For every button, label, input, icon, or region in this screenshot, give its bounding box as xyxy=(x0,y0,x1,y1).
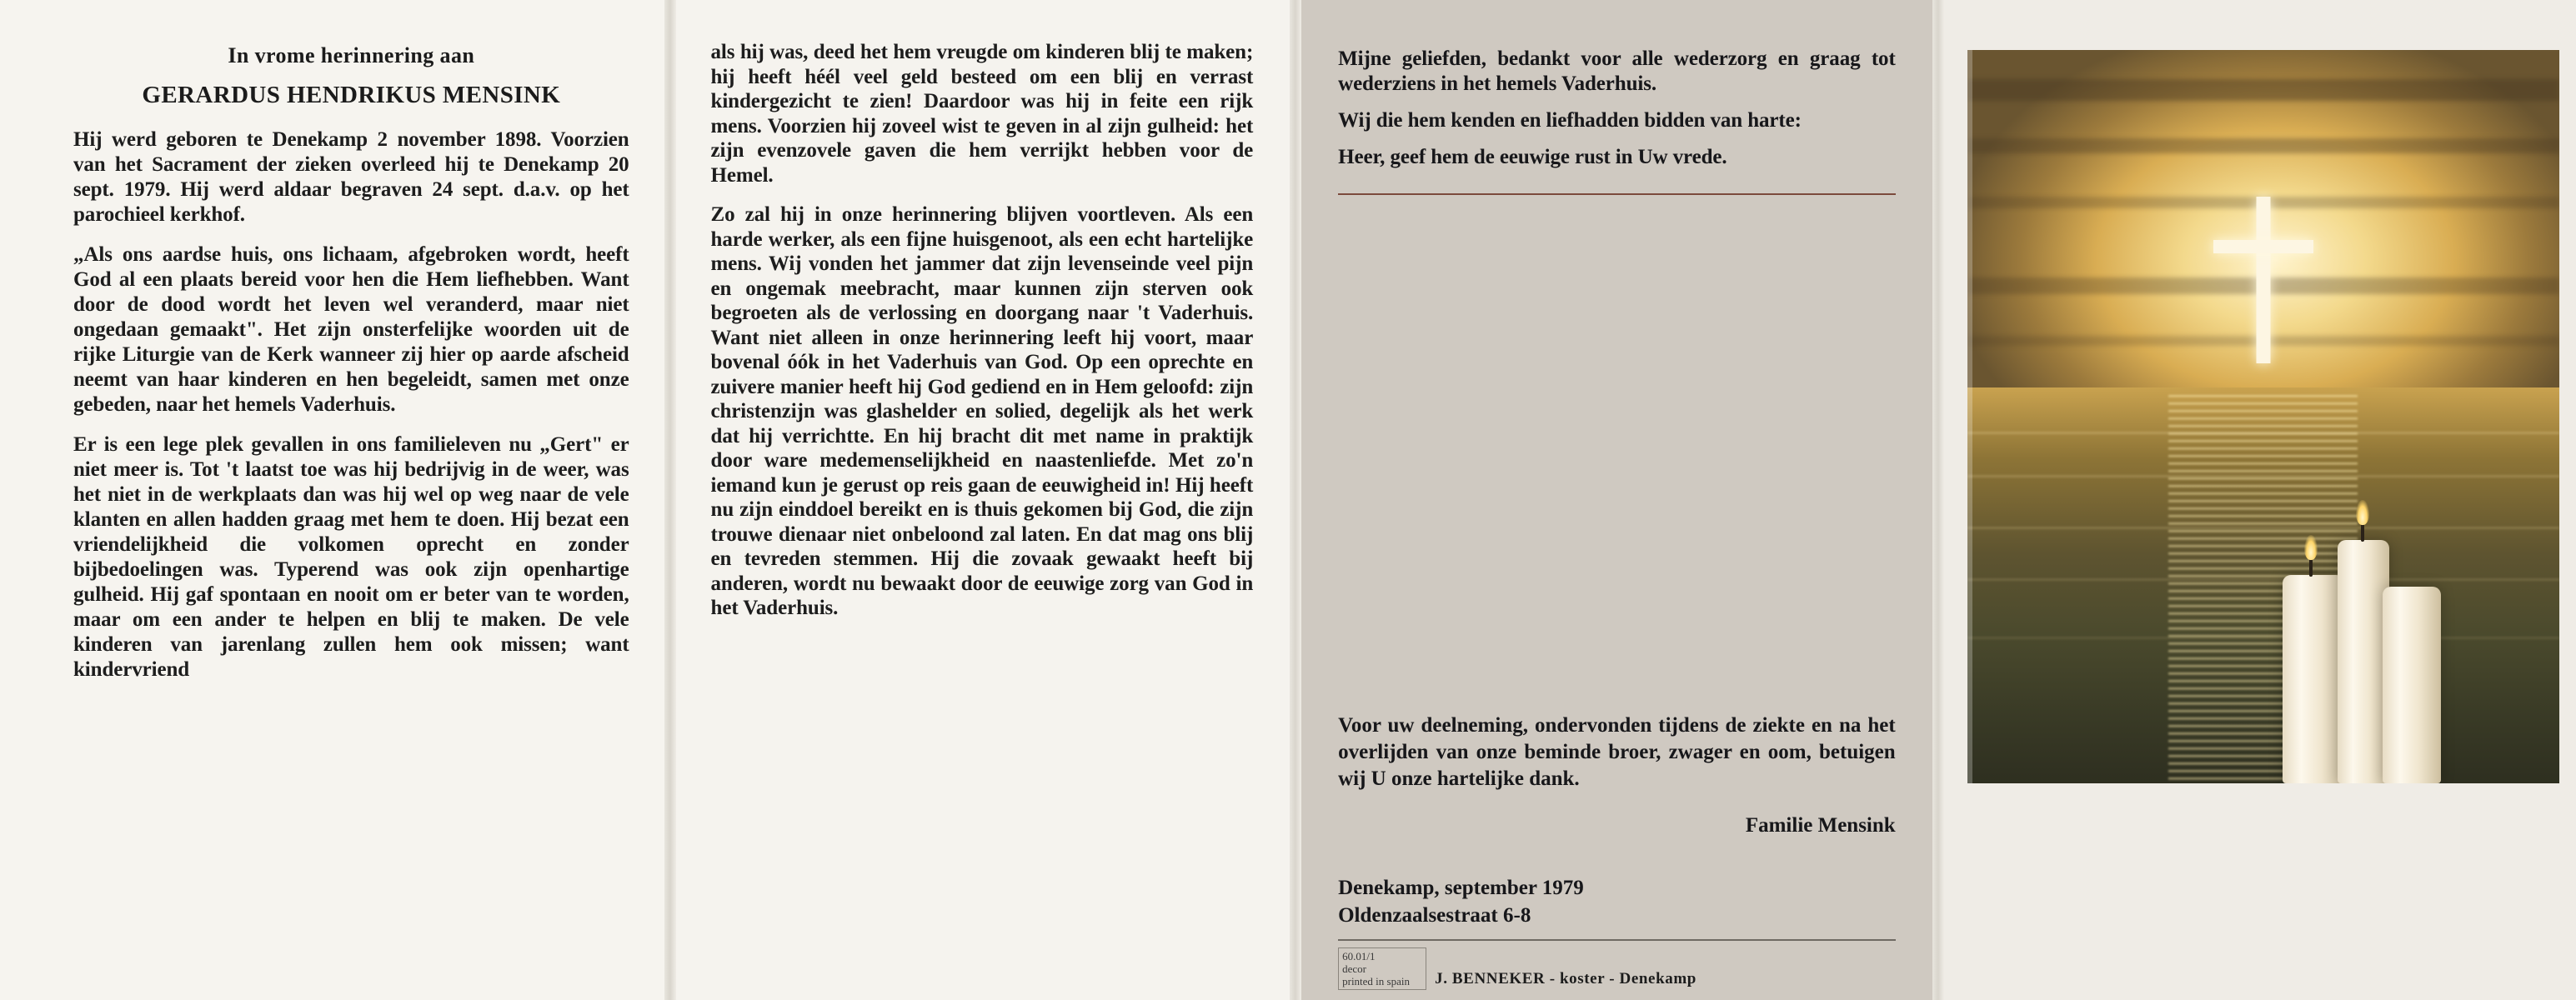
paragraph: Zo zal hij in onze herinnering blijven voortleven. Als een harde werker, als een fijne huisgenoot, als een echt hartelijke mens. Wij vonden het jammer dat zijn levenseinde veel pijn en ongemak meebracht, maar kunnen zijn sterven ook begroeten als de verlossing en doorgang naar 't Vaderhuis. Want niet alleen in onze herinnering leeft hij voort, maar bovenal óók in het Vaderhuis van God. Op een oprechte en zuivere manier heeft hij God gediend en in Hem geloofd: zijn christenzijn was glashelder en solied, degelijk als het werk dat hij verrichtte. En hij bracht dit met name in praktijk door ware medemenselijkheid en naastenliefde. Met zo'n iemand kun je gerust op reis gaan de eeuwigheid in! Hij heeft nu zijn einddoel bereikt en is thuis gekomen bij God, die zijn trouwe dienaar niet onbeloond zal laten. En dat mag ons blij en tevreden stemmen. Hij die zovaak gewaakt heeft bij anderen, wordt nu bewaakt door de eeuwige zorg van God in het Vaderhuis. xyxy=(710,203,1254,619)
paragraph: Hij werd geboren te Denekamp 2 november 1898. Voorzien van het Sacrament der zieken overleed hij te Denekamp 20 sept. 1979. Hij werd aldaar begraven 24 sept. d.a.v. op het parochieel kerkhof. xyxy=(73,128,629,226)
printer-code-box xyxy=(1338,948,1426,990)
divider-thin xyxy=(1338,939,1896,941)
paragraph: Wij die hem kenden en liefhadden bidden van harte: xyxy=(1338,109,1802,132)
cross-icon xyxy=(2213,197,2313,363)
page-fold xyxy=(664,0,676,1000)
candle xyxy=(2338,540,2389,783)
paragraph: Er is een lege plek gevallen in ons familieleven nu „Gert" er niet meer is. Tot 't laatst toe was hij bedrijvig in de weer, was het niet in de werkplaats dan was hij wel op weg naar de vele klanten en allen hadden graag met hem te doen. Hij bezat een vriendelijkheid die volkomen oprecht en zonder bijbedoelingen was. Typerend was ook zijn openhartige gulheid. Hij gaf spontaan en nooit om er beter van te worden, maar om een ander te helpen en blij te maken. De vele kinderen van jarenlang zullen hem ook missen; want kindervriend xyxy=(73,433,629,681)
page-title-small: In vrome herinnering aan xyxy=(228,43,475,68)
printer-code-line: printed in spain xyxy=(1342,975,1410,988)
candles-icon xyxy=(2271,508,2479,783)
cloud-band xyxy=(1967,79,2559,101)
page-fold xyxy=(1932,0,1944,1000)
printer-code-line: decor xyxy=(1342,962,1366,975)
page-fold xyxy=(1290,0,1301,1000)
sunset-photo xyxy=(1967,50,2559,783)
printer-footer xyxy=(1338,948,1896,990)
paragraph: Mijne geliefden, bedankt voor alle wederzorg en graag tot wederziens in het hemels Vaderhuis. xyxy=(1338,48,1896,95)
panel-photo xyxy=(1944,0,2576,1000)
spacer xyxy=(1338,195,1896,712)
flame-icon xyxy=(2356,500,2369,525)
candle xyxy=(2283,575,2344,783)
cloud-band xyxy=(1967,138,2559,153)
printer-code-line: 60.01/1 xyxy=(1342,950,1376,962)
place-line: Oldenzaalsestraat 6-8 xyxy=(1338,904,1531,927)
panel-left-text xyxy=(0,0,664,1000)
cross-vertical xyxy=(2256,197,2270,363)
photo-edge xyxy=(1967,50,1972,783)
family-signature: Familie Mensink xyxy=(1745,814,1896,837)
middle-body-text xyxy=(711,40,1254,621)
place-block xyxy=(1338,874,1896,929)
paragraph: als hij was, deed het hem vreugde om kinderen blij te maken; hij heeft héél veel geld besteed om een blij en verrast kindergezicht te zien! Daardoor was hij in feite een rijk mens. Voorzien hij zoveel wist te geven in al zijn gulheid: het zijn evenzovele gaven die hem verrijkt hebben voor de Hemel. xyxy=(710,41,1254,187)
left-body-text xyxy=(73,128,629,682)
panel-middle-text xyxy=(676,0,1291,1000)
thanks-text: Voor uw deelneming, ondervonden tijdens de ziekte en na het overlijden van onze beminde broer, zwager en oom, betuigen wij U onze hartelijke dank. xyxy=(1338,714,1896,790)
paragraph: Heer, geef hem de eeuwige rust in Uw vrede. xyxy=(1338,146,1727,168)
flame-icon xyxy=(2304,535,2318,560)
panel-grey-prayer xyxy=(1301,0,1932,1000)
printer-name: J. BENNEKER - koster - Denekamp xyxy=(1435,970,1696,988)
wave xyxy=(1967,475,2559,478)
cross-horizontal xyxy=(2213,240,2313,253)
wave xyxy=(1967,432,2559,434)
paragraph: „Als ons aardse huis, ons lichaam, afgebroken wordt, heeft God al een plaats bereid voor hen die Hem liefhebben. Want door de dood wordt het leven wel veranderd, maar niet ongedaan gemaakt". Het zijn onsterfelijke woorden uit de rijke Liturgie van de Kerk wanneer zij hier op aarde afscheid neemt van haar kinderen en hen begeleidt, samen met onze gebeden, naar het hemels Vaderhuis. xyxy=(73,243,629,416)
candle xyxy=(2383,587,2441,783)
place-line: Denekamp, september 1979 xyxy=(1338,877,1584,899)
deceased-name: GERARDUS HENDRIKUS MENSINK xyxy=(142,82,561,108)
prayer-block xyxy=(1338,47,1896,182)
